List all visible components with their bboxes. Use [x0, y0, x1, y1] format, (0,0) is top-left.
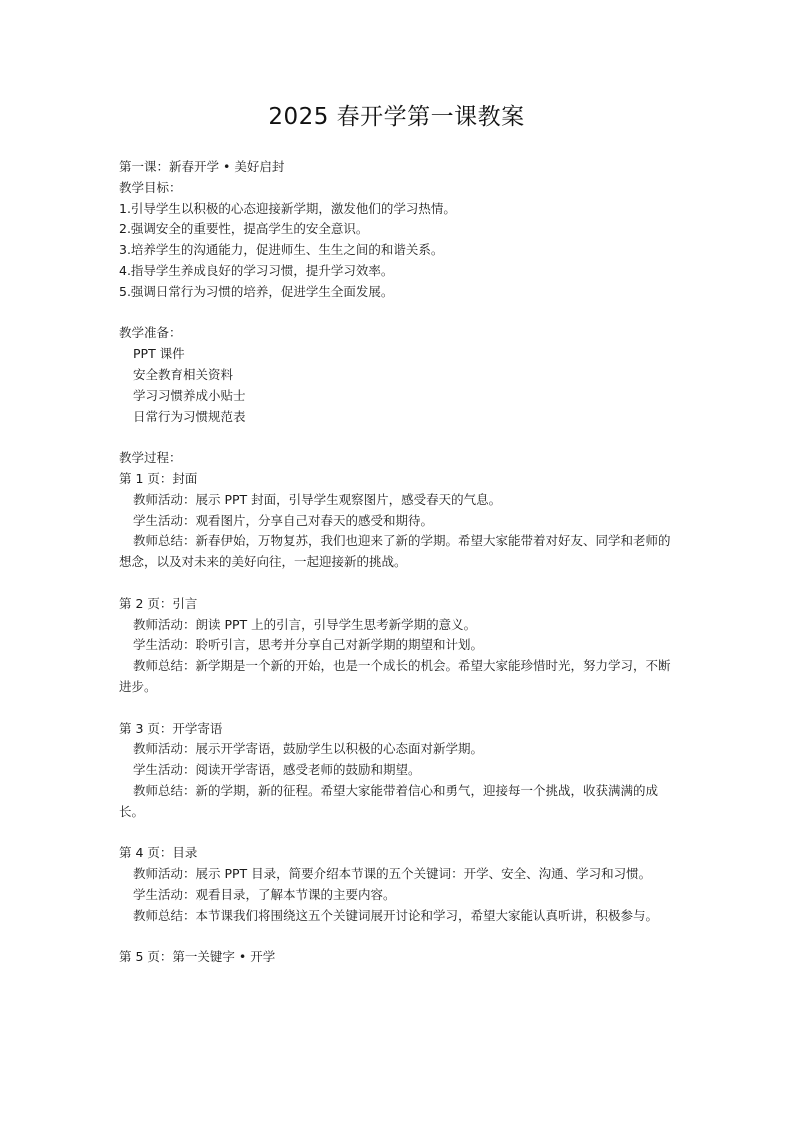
document-title: 2025 春开学第一课教案	[268, 104, 525, 130]
page-heading: 第 2 页：引言	[119, 595, 198, 611]
document-body	[119, 157, 679, 968]
student-activity: 学生活动：观看图片，分享自己对春天的感受和期待。	[133, 512, 434, 528]
preparation-label: 教学准备：	[119, 325, 182, 341]
preparation-item: 日常行为习惯规范表	[133, 408, 246, 424]
page-heading: 第 4 页：目录	[119, 845, 198, 861]
lesson-heading: 第一课：新春开学 • 美好启封	[119, 159, 285, 174]
preparation-item: PPT 课件	[133, 346, 185, 362]
spacer	[119, 926, 679, 947]
page-heading: 第 5 页：第一关键字 • 开学	[119, 949, 276, 965]
teacher-activity: 教师活动：展示开学寄语，鼓励学生以积极的心态面对新学期。	[133, 741, 484, 757]
spacer	[119, 823, 679, 844]
objective-item: 1.引导学生以积极的心态迎接新学期，激发他们的学习热情。	[119, 200, 456, 216]
page-heading: 第 3 页：开学寄语	[119, 720, 223, 736]
objective-item: 5.强调日常行为习惯的培养，促进学生全面发展。	[119, 283, 394, 299]
student-activity: 学生活动：聆听引言，思考并分享自己对新学期的期望和计划。	[133, 637, 484, 653]
teacher-activity: 教师活动：展示 PPT 封面，引导学生观察图片，感受春天的气息。	[133, 491, 502, 507]
objective-item: 3.培养学生的沟通能力，促进师生、生生之间的和谐关系。	[119, 242, 444, 258]
spacer	[119, 427, 679, 448]
student-activity: 学生活动：观看目录，了解本节课的主要内容。	[133, 886, 396, 902]
objectives-label: 教学目标：	[119, 179, 182, 195]
teacher-activity: 教师活动：展示 PPT 目录，简要介绍本节课的五个关键词：开学、安全、沟通、学习和习惯。	[133, 866, 652, 882]
teacher-summary: 教师总结：本节课我们将围绕这五个关键词展开讨论和学习，希望大家能认真听讲，积极参与。	[133, 907, 659, 923]
spacer	[119, 303, 679, 324]
spacer	[119, 573, 679, 594]
objective-item: 2.强调安全的重要性，提高学生的安全意识。	[119, 221, 369, 237]
preparation-item: 学习习惯养成小贴士	[133, 387, 246, 403]
objective-item: 4.指导学生养成良好的学习习惯，提升学习效率。	[119, 262, 394, 278]
teacher-summary: 教师总结：新学期是一个新的开始，也是一个成长的机会。希望大家能珍惜时光，努力学习，不断进步。	[119, 658, 671, 694]
teacher-summary: 教师总结：新的学期，新的征程。希望大家能带着信心和勇气，迎接每一个挑战，收获满满的成长。	[119, 782, 659, 819]
teacher-summary: 教师总结：新春伊始，万物复苏，我们也迎来了新的学期。希望大家能带着对好友、同学和老师的想念，以及对未来的美好向往，一起迎接新的挑战。	[119, 533, 671, 570]
teacher-activity: 教师活动：朗读 PPT 上的引言，引导学生思考新学期的意义。	[133, 616, 477, 632]
preparation-item: 安全教育相关资料	[133, 366, 234, 382]
spacer	[119, 698, 679, 719]
student-activity: 学生活动：阅读开学寄语，感受老师的鼓励和期望。	[133, 762, 421, 778]
page-heading: 第 1 页：封面	[119, 470, 198, 486]
process-label: 教学过程：	[119, 450, 182, 466]
